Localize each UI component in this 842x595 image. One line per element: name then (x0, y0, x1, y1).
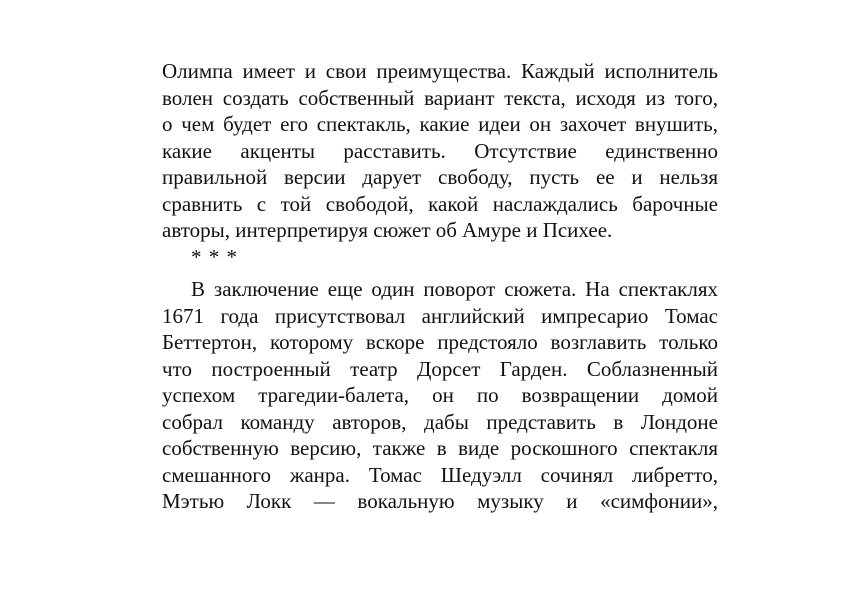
text-line: о чем будет его спектакль, какие идеи он захочет внушить, (162, 112, 718, 136)
text-line: сравнить с той свободой, какой наслаждались барочные (162, 191, 718, 216)
paragraph-1 (162, 58, 718, 244)
text-line: Беттертон, которому вскоре предстояло возглавить только (162, 330, 718, 354)
text-line: правильной версии дарует свободу, пусть ее и нельзя (162, 165, 718, 189)
text-line: какие акценты расставить. Отсутствие единственно (162, 138, 718, 163)
section-separator: * * * (191, 244, 238, 269)
text-line: авторы, интерпретируя сюжет об Амуре и Психее. (162, 218, 613, 242)
text-line: волен создать собственный вариант текста, исходя из того, (162, 85, 718, 110)
text-line: Олимпа имеет и свои преимущества. Каждый исполнитель (162, 59, 718, 83)
text-line: собственную версию, также в виде роскошного спектакля (162, 436, 718, 460)
text-block (162, 58, 718, 515)
paragraph-2 (162, 276, 718, 515)
text-line: 1671 года присутствовал английский импресарио Томас (162, 303, 718, 328)
text-line: что построенный театр Дорсет Гарден. Соблазненный (162, 356, 718, 381)
text-line: Мэтью Локк — вокальную музыку и «симфонии», (162, 489, 718, 513)
text-line: смешанного жанра. Томас Шедуэлл сочинял либретто, (162, 462, 718, 487)
text-line: собрал команду авторов, дабы представить в Лондоне (162, 409, 718, 434)
text-line: успехом трагедии-балета, он по возвращении домой (162, 383, 718, 407)
text-line: В заключение еще один поворот сюжета. На спектаклях (191, 277, 718, 301)
